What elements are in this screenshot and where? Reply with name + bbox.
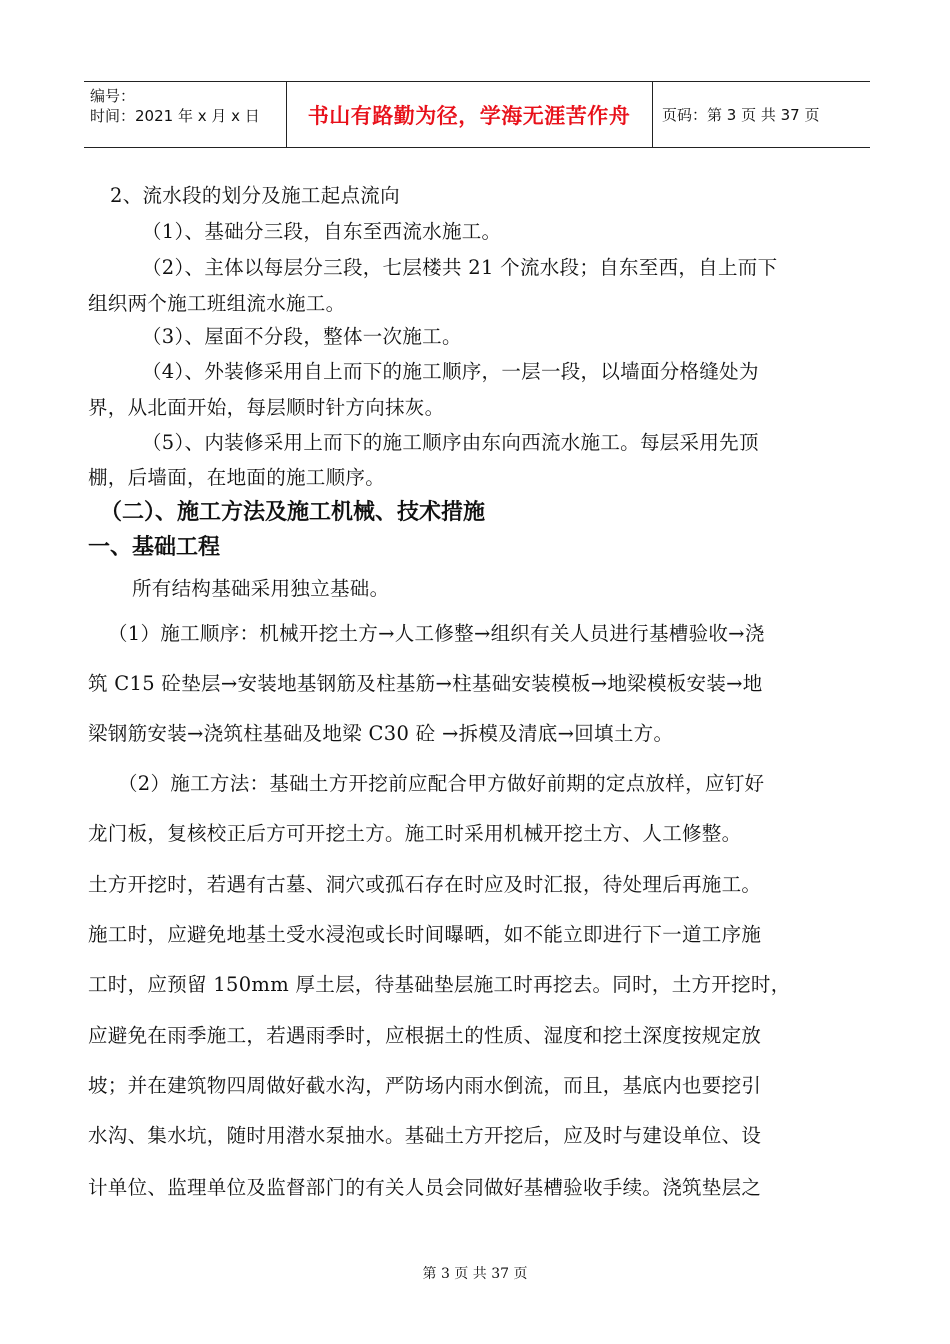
header-page-info: 页码：第 3 页 共 37 页 (662, 106, 820, 124)
page-header (84, 81, 870, 148)
body-line: 坡；并在建筑物四周做好截水沟，严防场内雨水倒流，而且，基底内也要挖引 (88, 1074, 762, 1097)
body-line: 所有结构基础采用独立基础。 (132, 577, 390, 600)
body-line: 龙门板，复核校正后方可开挖土方。施工时采用机械开挖土方、人工修整。 (88, 822, 742, 845)
section-line: （3）、屋面不分段，整体一次施工。 (142, 325, 462, 348)
body-line: 应避免在雨季施工，若遇雨季时，应根据土的性质、湿度和挖土深度按规定放 (88, 1024, 762, 1047)
body-line: 梁钢筋安装→浇筑柱基础及地梁 C30 砼 →拆模及清底→回填土方。 (88, 722, 674, 745)
body-line: 计单位、监理单位及监督部门的有关人员会同做好基槽验收手续。浇筑垫层之 (88, 1176, 762, 1199)
header-divider (652, 82, 653, 147)
header-motto: 书山有路勤为径，学海无涯苦作舟 (307, 103, 631, 128)
body-line: 施工时，应避免地基土受水浸泡或长时间曝晒，如不能立即进行下一道工序施 (88, 923, 762, 946)
document-time-label: 时间：2021 年 x 月 x 日 (90, 107, 260, 125)
section-line: （5）、内装修采用上而下的施工顺序由东向西流水施工。每层采用先顶 (142, 431, 759, 454)
body-line: 水沟、集水坑，随时用潜水泵抽水。基础土方开挖后，应及时与建设单位、设 (88, 1124, 762, 1147)
header-meta (90, 86, 260, 126)
body-line: 土方开挖时，若遇有古墓、洞穴或孤石存在时应及时汇报，待处理后再施工。 (88, 873, 762, 896)
body-line: 工时，应预留 150mm 厚土层，待基础垫层施工时再挖去。同时，土方开挖时， (88, 973, 791, 996)
section-line: 棚，后墙面，在地面的施工顺序。 (88, 466, 386, 489)
section-line: 界，从北面开始，每层顺时针方向抹灰。 (88, 396, 445, 419)
section-line: （4）、外装修采用自上而下的施工顺序，一层一段，以墙面分格缝处为 (142, 360, 759, 383)
body-line: 筑 C15 砼垫层→安装地基钢筋及柱基筋→柱基础安装模板→地梁模板安装→地 (88, 672, 763, 695)
section-line: 组织两个施工班组流水施工。 (88, 292, 346, 315)
document-number-label: 编号： (90, 87, 136, 105)
page-footer: 第 3 页 共 37 页 (422, 1266, 528, 1282)
body-line: （2）施工方法：基础土方开挖前应配合甲方做好前期的定点放样，应钉好 (118, 772, 765, 795)
section-heading: 一、基础工程 (88, 535, 221, 560)
section-line: （1）、基础分三段，自东至西流水施工。 (142, 220, 502, 243)
section-line: 2、流水段的划分及施工起点流向 (110, 184, 400, 207)
section-heading: （二）、施工方法及施工机械、技术措施 (100, 500, 486, 525)
body-line: （1）施工顺序：机械开挖土方→人工修整→组织有关人员进行基槽验收→浇 (108, 622, 765, 645)
section-line: （2）、主体以每层分三段，七层楼共 21 个流水段；自东至西，自上而下 (142, 256, 778, 279)
